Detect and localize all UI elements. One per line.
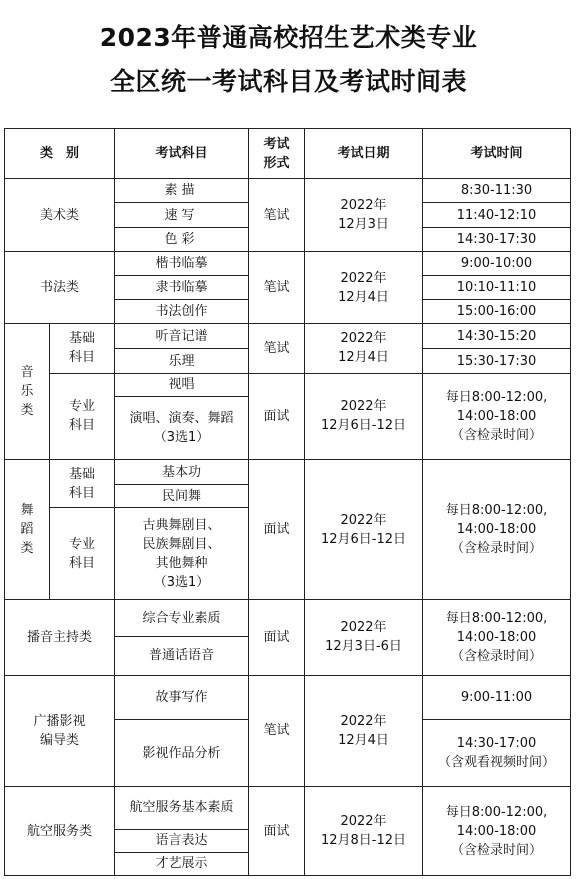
subject-cell: 古典舞剧目、 民族舞剧目、 其他舞种 （3选1） <box>115 508 249 600</box>
time-cell: 15:30-17:30 <box>423 349 571 373</box>
time-cell: 9:00-10:00 <box>423 251 571 275</box>
subject-cell: 楷书临摹 <box>115 251 249 275</box>
subject-cell: 影视作品分析 <box>115 719 249 786</box>
header-form: 考试 形式 <box>249 129 305 179</box>
time-cell: 15:00-16:00 <box>423 300 571 324</box>
category-shufa: 书法类 <box>5 251 115 323</box>
time-cell: 14:30-15:20 <box>423 324 571 349</box>
form-cell: 笔试 <box>249 675 305 787</box>
form-cell: 面试 <box>249 787 305 876</box>
form-cell: 笔试 <box>249 179 305 251</box>
date-cell: 2022年 12月4日 <box>305 324 423 373</box>
page-title-line1: 2023年普通高校招生艺术类专业 <box>99 23 478 52</box>
header-date: 考试日期 <box>305 129 423 179</box>
table-row <box>5 675 571 719</box>
time-cell: 每日8:00-12:00, 14:00-18:00 （含检录时间） <box>423 787 571 876</box>
time-cell: 每日8:00-12:00, 14:00-18:00 （含检录时间） <box>423 373 571 460</box>
time-cell: 10:10-11:10 <box>423 275 571 299</box>
category-guangbo: 广播影视 编导类 <box>5 675 115 787</box>
table-row <box>5 324 571 349</box>
date-cell: 2022年 12月4日 <box>305 251 423 323</box>
header-subject: 考试科目 <box>115 129 249 179</box>
subject-cell: 素描 <box>115 179 249 203</box>
wudao-basic-label: 基础 科目 <box>50 460 115 508</box>
form-cell: 面试 <box>249 460 305 600</box>
date-cell: 2022年 12月6日-12日 <box>305 373 423 460</box>
category-bozhu: 播音主持类 <box>5 600 115 675</box>
subject-cell: 语言表达 <box>115 829 249 852</box>
exam-schedule-table <box>4 128 571 876</box>
category-yinyue: 音 乐 类 <box>5 324 50 460</box>
header-category: 类 别 <box>5 129 115 179</box>
table-row <box>5 460 571 485</box>
subject-cell: 基本功 <box>115 460 249 485</box>
table-row <box>5 787 571 829</box>
subject-cell: 综合专业素质 <box>115 600 249 637</box>
subject-cell: 乐理 <box>115 349 249 373</box>
subject-cell: 航空服务基本素质 <box>115 787 249 829</box>
subject-cell: 故事写作 <box>115 675 249 719</box>
subject-cell: 普通话语音 <box>115 637 249 675</box>
time-cell: 9:00-11:00 <box>423 675 571 719</box>
date-cell: 2022年 12月3日 <box>305 179 423 251</box>
date-cell: 2022年 12月4日 <box>305 675 423 787</box>
category-wudao: 舞 蹈 类 <box>5 460 50 600</box>
form-cell: 面试 <box>249 600 305 675</box>
form-cell: 面试 <box>249 373 305 460</box>
subject-cell: 民间舞 <box>115 485 249 508</box>
date-cell: 2022年 12月6日-12日 <box>305 460 423 600</box>
table-row <box>5 373 571 396</box>
time-cell: 每日8:00-12:00, 14:00-18:00 （含检录时间） <box>423 460 571 600</box>
wudao-major-label: 专业 科目 <box>50 508 115 600</box>
yinyue-major-label: 专业 科目 <box>50 373 115 460</box>
subject-cell: 听音记谱 <box>115 324 249 349</box>
yinyue-basic-label: 基础 科目 <box>50 324 115 373</box>
time-cell: 8:30-11:30 <box>423 179 571 203</box>
date-cell: 2022年 12月3日-6日 <box>305 600 423 675</box>
subject-cell: 视唱 <box>115 373 249 396</box>
subject-cell: 速写 <box>115 203 249 227</box>
subject-cell: 才艺展示 <box>115 852 249 875</box>
form-cell: 笔试 <box>249 251 305 323</box>
header-row <box>5 129 571 179</box>
table-row <box>5 600 571 637</box>
subject-cell: 演唱、演奏、舞蹈 （3选1） <box>115 396 249 459</box>
subject-cell: 书法创作 <box>115 300 249 324</box>
category-meishu: 美术类 <box>5 179 115 251</box>
time-cell: 14:30-17:00 （含观看视频时间） <box>423 719 571 786</box>
table-row <box>5 179 571 203</box>
header-time: 考试时间 <box>423 129 571 179</box>
category-hangkong: 航空服务类 <box>5 787 115 876</box>
table-row <box>5 251 571 275</box>
subject-cell: 隶书临摹 <box>115 275 249 299</box>
time-cell: 每日8:00-12:00, 14:00-18:00 （含检录时间） <box>423 600 571 675</box>
page-title-line2: 全区统一考试科目及考试时间表 <box>109 67 467 96</box>
time-cell: 11:40-12:10 <box>423 203 571 227</box>
form-cell: 笔试 <box>249 324 305 373</box>
date-cell: 2022年 12月8日-12日 <box>305 787 423 876</box>
time-cell: 14:30-17:30 <box>423 227 571 251</box>
subject-cell: 色彩 <box>115 227 249 251</box>
